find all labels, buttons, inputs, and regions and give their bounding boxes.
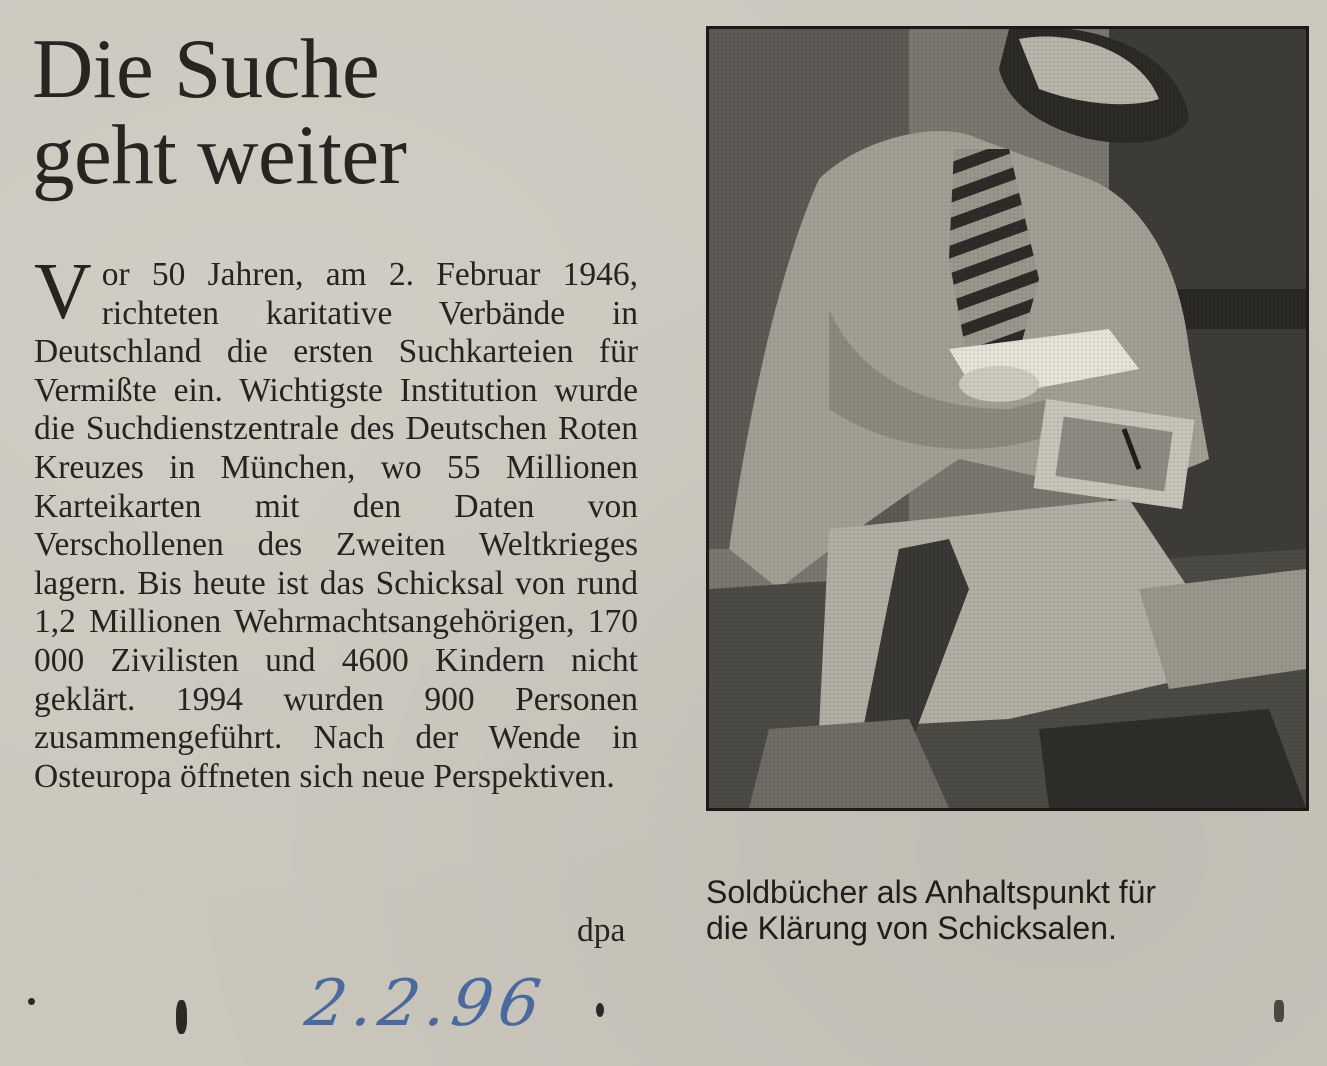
handwritten-date: 2.2.96 xyxy=(300,967,551,1041)
ink-speck xyxy=(176,1000,187,1034)
ink-speck xyxy=(28,998,35,1005)
ink-speck xyxy=(1274,1000,1284,1022)
headline-line-1: Die Suche xyxy=(32,22,380,116)
article-body-text: or 50 Jahren, am 2. Februar 1946, richteten karitative Verbände in Deutschland die ersten Suchkarteien für Vermißte ein. Wichtigste Institution wurde die Suchdienstzentrale des Deutschen Roten Kreuzes in München, wo 55 Millionen Karteikarten mit den Daten von Verschollenen des Zweiten Weltkrieges lagern. Bis heute ist das Schicksal von rund 1,2 Millionen Wehrmachtsangehörigen, 170 000 Zivilisten und 4600 Kindern nicht geklärt. 1994 wurden 900 Personen zusammengeführt. Nach der Wende in Osteuropa öffneten sich neue Perspektiven. xyxy=(34,256,638,795)
drop-cap: V xyxy=(34,248,92,336)
photo-illustration xyxy=(709,29,1306,808)
photo-caption xyxy=(706,874,1306,946)
caption-line-2: die Klärung von Schicksalen. xyxy=(706,910,1117,946)
article-headline xyxy=(32,22,407,202)
ink-speck xyxy=(596,1003,604,1017)
article-body xyxy=(34,248,638,796)
news-photo xyxy=(706,26,1309,811)
caption-line-1: Soldbücher als Anhaltspunkt für xyxy=(706,874,1157,910)
article-credit: dpa xyxy=(577,912,626,949)
headline-line-2: geht weiter xyxy=(32,108,407,202)
